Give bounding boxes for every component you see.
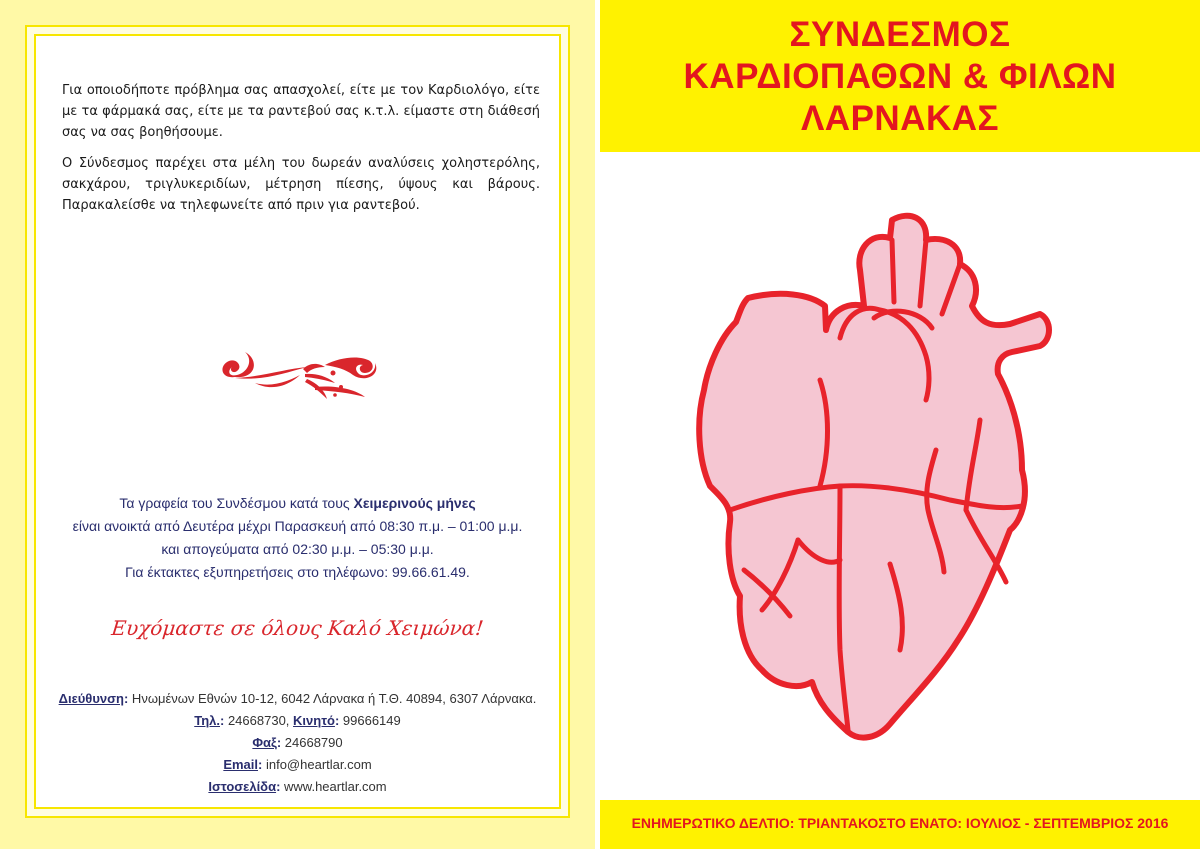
phone-value: 24668730, — [224, 713, 294, 728]
fax-line: Φαξ: 24668790 — [252, 735, 343, 750]
address-line: Διεύθυνση: Ηνωμένων Εθνών 10-12, 6042 Λάρνακα ή Τ.Θ. 40894, 6307 Λάρνακα. — [58, 691, 537, 706]
hours-line-4: Για έκτακτες εξυπηρετήσεις στο τηλέφωνο: 99.66.61.49. — [125, 564, 470, 580]
footer-band — [600, 800, 1200, 849]
intro-paragraph-assistance: Για οποιοδήποτε πρόβλημα σας απασχολεί, είτε με τον Καρδιολόγο, είτε με τα φάρμακά σας, είτε με τα ραντεβού σας κ.τ.λ. είμαστε στη διάθεσή σας να σας βοηθήσουμε. — [62, 83, 540, 140]
email-line: Email: info@heartlar.com — [223, 757, 372, 772]
association-title — [600, 14, 1200, 140]
address-label: Διεύθυνση — [58, 691, 124, 706]
phone-line: Τηλ.: 24668730, Κινητό: 99666149 — [194, 713, 401, 728]
website-label: Ιστοσελίδα — [208, 779, 277, 794]
heart-illustration-icon — [680, 210, 1140, 750]
fax-value: 24668790 — [281, 735, 343, 750]
title-line-2: ΚΑΡΔΙΟΠΑΘΩΝ & ΦΙΛΩΝ — [683, 57, 1117, 96]
flourish-ornament-icon — [215, 347, 380, 402]
winter-greeting: Ευχόμαστε σε όλους Καλό Χειμώνα! — [110, 616, 485, 640]
email-value[interactable]: info@heartlar.com — [262, 757, 372, 772]
left-page — [0, 0, 595, 849]
right-page-cover — [600, 0, 1200, 849]
hours-line-3: και απογεύματα από 02:30 μ.μ. – 05:30 μ.μ. — [161, 541, 434, 557]
title-line-1: ΣΥΝΔΕΣΜΟΣ — [789, 15, 1011, 54]
office-hours-block — [40, 492, 555, 584]
phone-label: Τηλ. — [194, 713, 220, 728]
hours-line-1-prefix: Τα γραφεία του Συνδέσμου κατά τους — [119, 495, 354, 511]
website-line: Ιστοσελίδα: www.heartlar.com — [208, 779, 387, 794]
winter-months-emphasis: Χειμερινούς μήνες — [353, 495, 476, 511]
contact-block — [40, 688, 555, 798]
title-line-3: ΛΑΡΝΑΚΑΣ — [800, 99, 1000, 138]
address-value: Ηνωμένων Εθνών 10-12, 6042 Λάρνακα ή Τ.Θ. 40894, 6307 Λάρνακα. — [128, 691, 537, 706]
website-value[interactable]: www.heartlar.com — [280, 779, 387, 794]
mobile-label: Κινητό — [293, 713, 335, 728]
newsletter-issue-label: ΕΝΗΜΕΡΩΤΙΚΟ ΔΕΛΤΙΟ: ΤΡΙΑΝΤΑΚΟΣΤΟ ΕΝΑΤΟ: ΙΟΥΛΙΟΣ - ΣΕΠΤΕΜΒΡΙΟΣ 2016 — [631, 815, 1169, 831]
intro-paragraph-services: Ο Σύνδεσμος παρέχει στα μέλη του δωρεάν αναλύσεις χοληστερόλης, σακχάρου, τριγλυκεριδίων, μέτρηση πίεσης, ύψους και βάρους. Παρακαλείσθε να τηλεφωνείτε από πριν για ραντεβού. — [62, 156, 540, 213]
mobile-value: 99666149 — [339, 713, 401, 728]
hours-line-1 — [40, 492, 555, 515]
title-band — [600, 0, 1200, 152]
fax-label: Φαξ — [252, 735, 277, 750]
email-label: Email — [223, 757, 259, 772]
hours-line-2: είναι ανοικτά από Δευτέρα μέχρι Παρασκευή από 08:30 π.μ. – 01:00 μ.μ. — [72, 518, 523, 534]
